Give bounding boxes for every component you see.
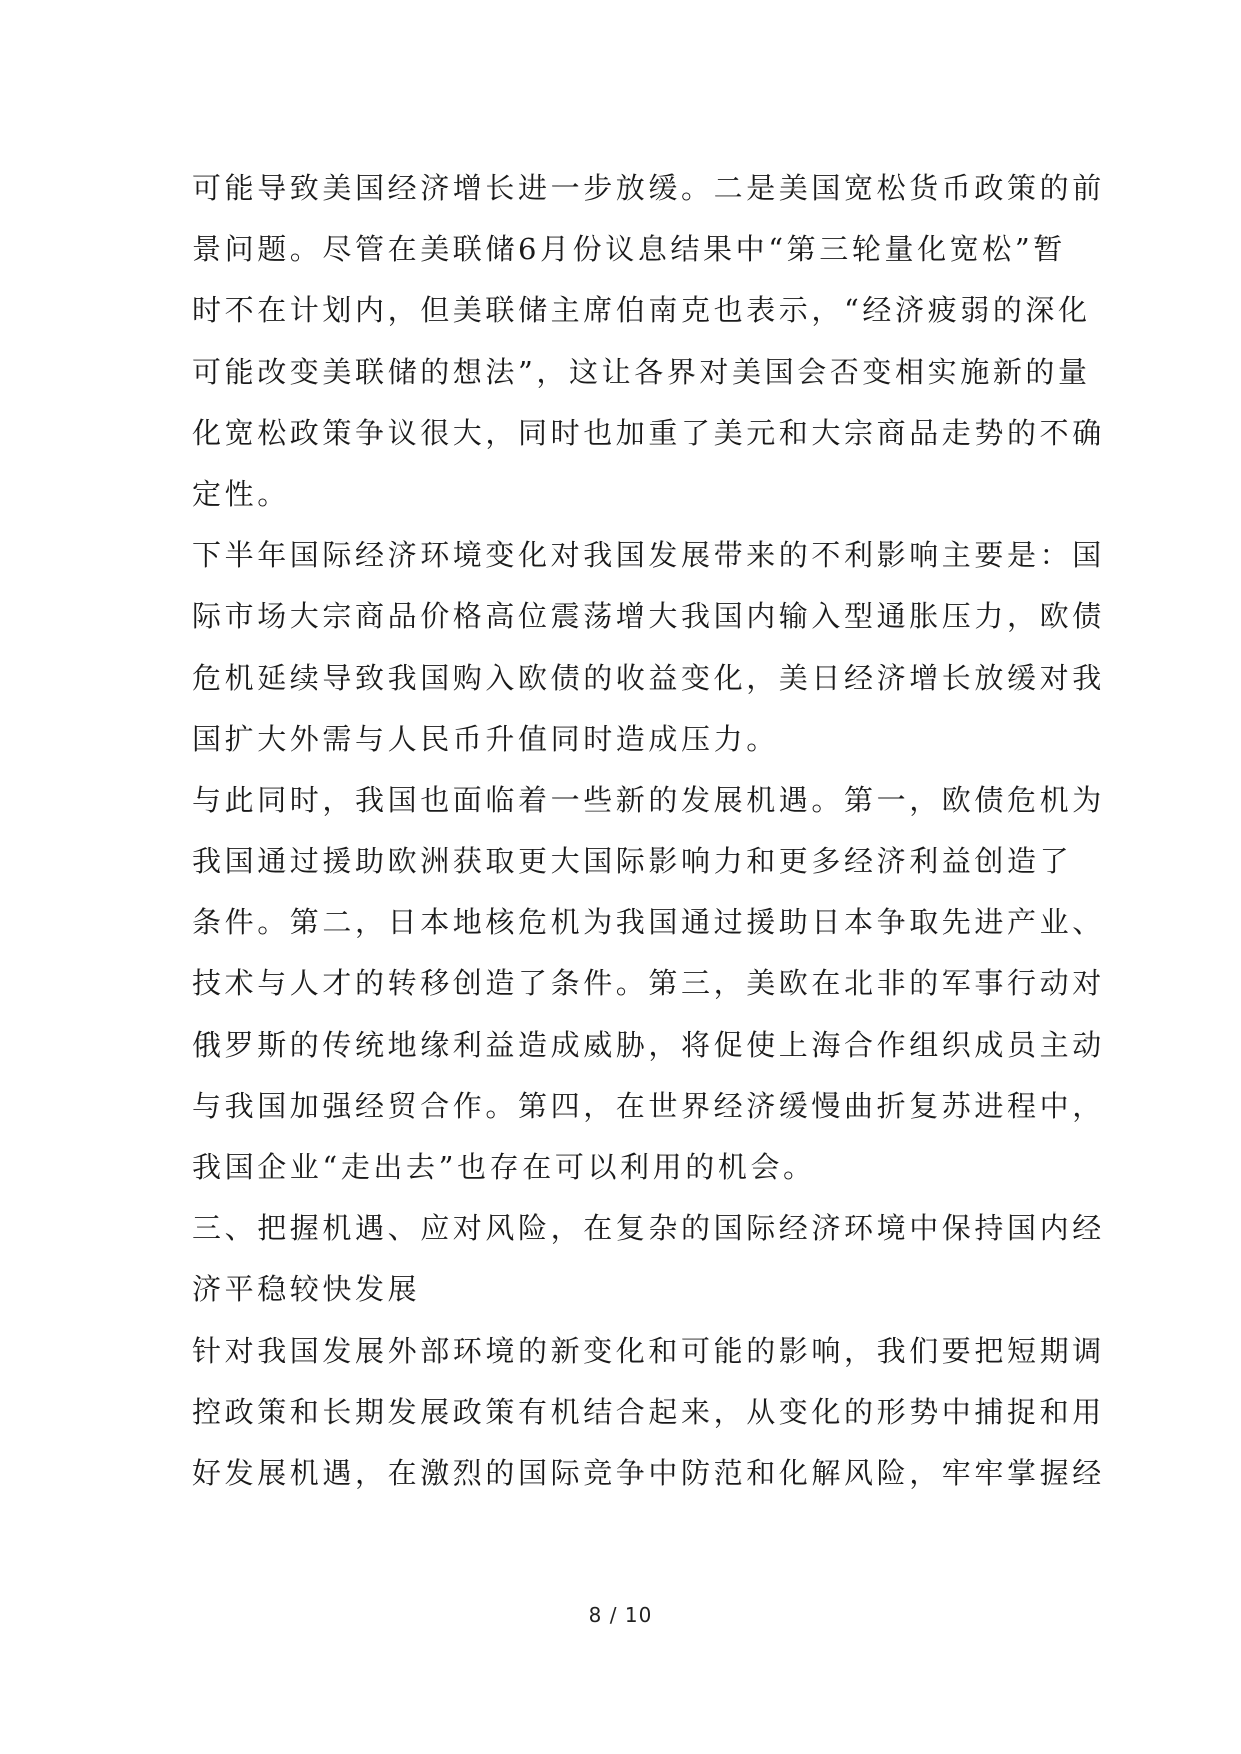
text-line: 我国通过援助欧洲获取更大国际影响力和更多经济利益创造了	[192, 844, 1073, 879]
body-text	[192, 158, 1105, 1504]
text-line: 与此同时，我国也面临着一些新的发展机遇。第一，欧债危机为	[192, 782, 1105, 817]
text-line: 条件。第二，日本地核危机为我国通过援助日本争取先进产业、	[192, 905, 1105, 940]
text-line: 我国企业“走出去”也存在可以利用的机会。	[192, 1150, 816, 1184]
text-line: 化宽松政策争议很大，同时也加重了美元和大宗商品走势的不确	[192, 415, 1105, 450]
text-line: 下半年国际经济环境变化对我国发展带来的不利影响主要是：国	[192, 538, 1105, 573]
text-line: 定性。	[192, 476, 290, 511]
text-line: 好发展机遇，在激烈的国际竞争中防范和化解风险，牢牢掌握经	[192, 1455, 1105, 1490]
text-line: 景问题。尽管在美联储6月份议息结果中“第三轮量化宽松”暂	[192, 232, 1066, 267]
text-line: 俄罗斯的传统地缘利益造成威胁，将促使上海合作组织成员主动	[192, 1027, 1105, 1062]
section-heading-line: 三、把握机遇、应对风险，在复杂的国际经济环境中保持国内经	[192, 1211, 1105, 1246]
text-line: 控政策和长期发展政策有机结合起来，从变化的形势中捕捉和用	[192, 1394, 1105, 1429]
text-line: 针对我国发展外部环境的新变化和可能的影响，我们要把短期调	[192, 1333, 1105, 1368]
text-line: 技术与人才的转移创造了条件。第三，美欧在北非的军事行动对	[192, 966, 1105, 1001]
page-number: 8 / 10	[588, 1603, 653, 1627]
text-line: 危机延续导致我国购入欧债的收益变化，美日经济增长放缓对我	[192, 660, 1105, 695]
text-line: 际市场大宗商品价格高位震荡增大我国内输入型通胀压力，欧债	[192, 599, 1105, 634]
text-line: 国扩大外需与人民币升值同时造成压力。	[192, 721, 779, 756]
section-heading-line: 济平稳较快发展	[192, 1272, 421, 1307]
text-line: 时不在计划内，但美联储主席伯南克也表示，“经济疲弱的深化	[192, 293, 1091, 328]
text-line: 可能导致美国经济增长进一步放缓。二是美国宽松货币政策的前	[192, 171, 1105, 205]
text-line: 可能改变美联储的想法”，这让各界对美国会否变相实施新的量	[192, 354, 1091, 389]
text-line: 与我国加强经贸合作。第四，在世界经济缓慢曲折复苏进程中，	[192, 1088, 1105, 1123]
